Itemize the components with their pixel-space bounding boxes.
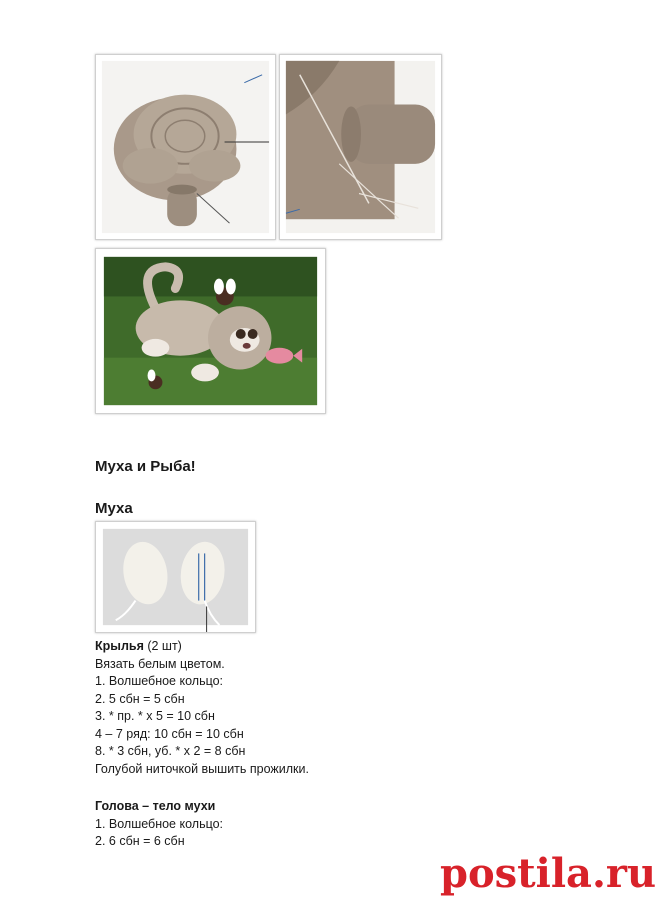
wings-instructions bbox=[95, 638, 555, 778]
head-body-line: 1. Волшебное кольцо: bbox=[95, 816, 224, 831]
photo-finished-cat-on-grass bbox=[95, 248, 326, 414]
section-title: Муха и Рыба! bbox=[95, 458, 196, 475]
wings-line: 1. Волшебное кольцо: bbox=[95, 674, 224, 688]
wings-line: 8. * 3 сбн, уб. * х 2 = 8 сбн bbox=[95, 744, 246, 758]
head-body-title: Голова – тело мухи bbox=[95, 799, 216, 813]
photo-leg-sewing-closeup bbox=[279, 54, 442, 240]
watermark-logo: postila.ru bbox=[440, 850, 657, 897]
wings-line: Вязать белым цветом. bbox=[95, 656, 225, 671]
wings-title: Крылья bbox=[95, 639, 144, 653]
wings-heading bbox=[95, 638, 555, 656]
head-body-line: 2. 6 сбн = 6 сбн bbox=[95, 834, 185, 848]
wings-count: (2 шт) bbox=[147, 639, 182, 653]
head-body-instructions bbox=[95, 798, 555, 851]
photo-fly-wings bbox=[95, 521, 256, 633]
photo-cat-body-assembly bbox=[95, 54, 276, 240]
subsection-title: Муха bbox=[95, 500, 133, 517]
wings-line: 2. 5 сбн = 5 сбн bbox=[95, 691, 185, 706]
wings-line: Голубой ниточкой вышить прожилки. bbox=[95, 761, 309, 776]
wings-line: 4 – 7 ряд: 10 сбн = 10 сбн bbox=[95, 726, 244, 741]
wings-line: 3. * пр. * х 5 = 10 сбн bbox=[95, 709, 215, 723]
